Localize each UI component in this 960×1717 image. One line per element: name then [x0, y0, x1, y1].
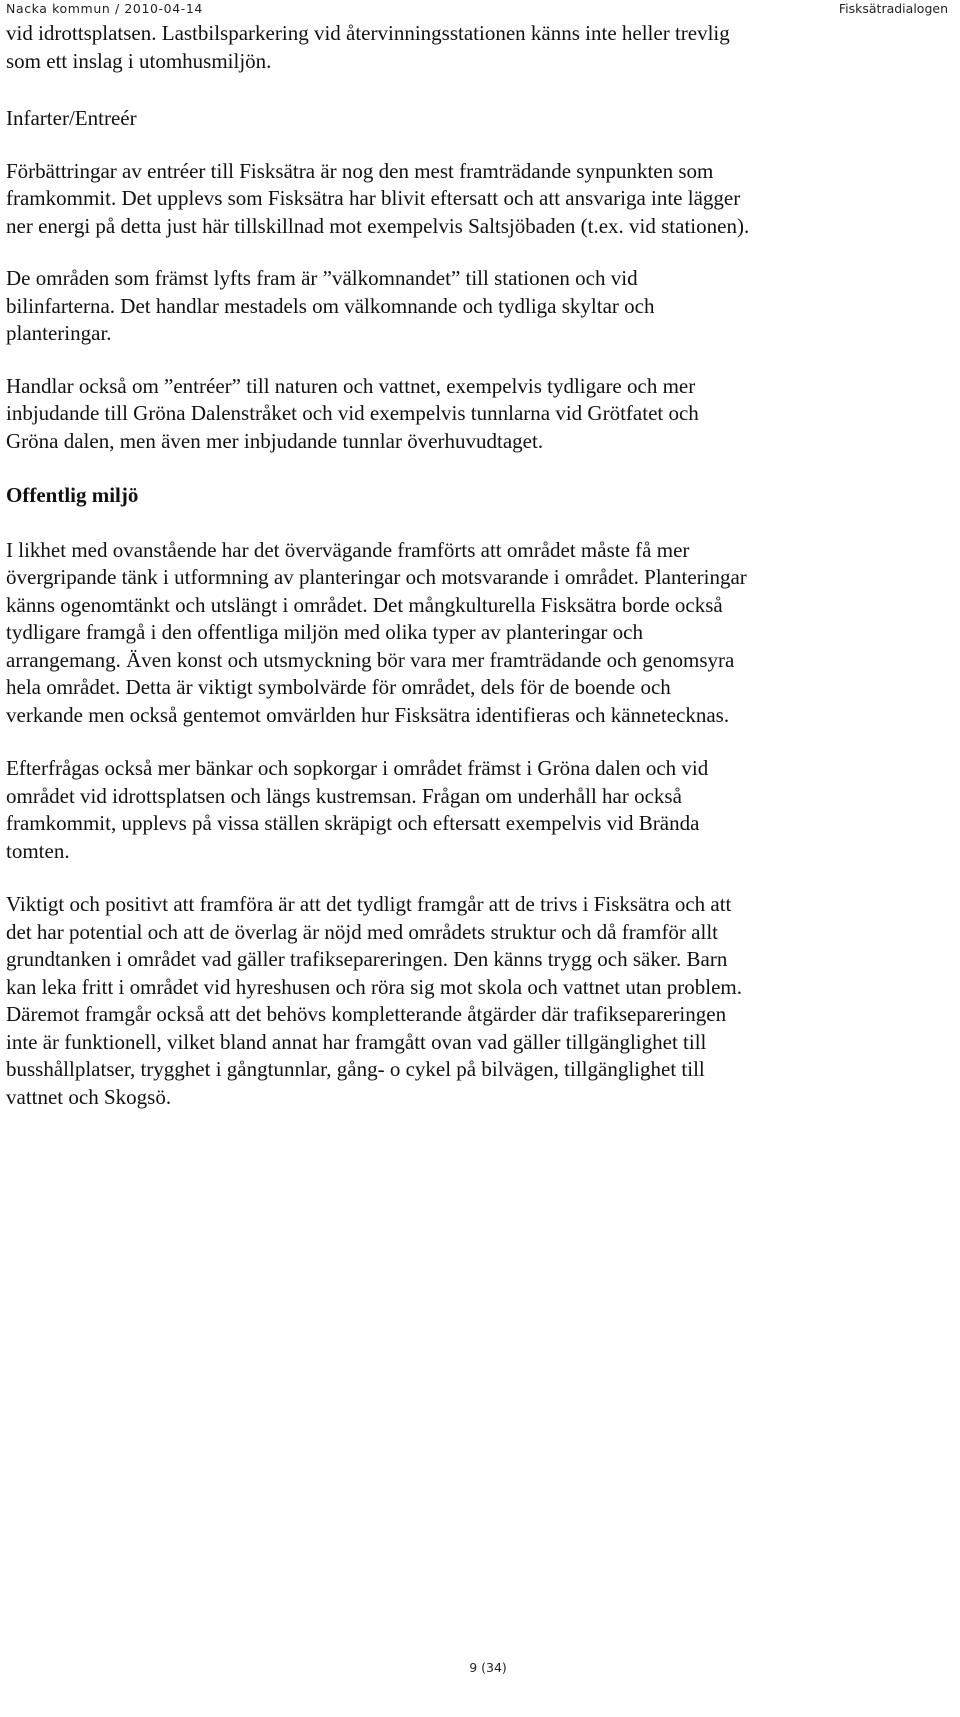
heading-offentlig-miljo: Offentlig miljö — [6, 483, 139, 507]
paragraph-positivt: Viktigt och positivt att framföra är att det tydligt framgår att de trivs i Fisksätra och att det har potential och att de överlag är nöjd med områdets struktur och då framför allt grundtanken i området vad gäller trafiksepareringen. Den känns trygg och säker. Barn kan leka fritt i området vid hyreshusen och röra sig mot skola och vattnet utan problem. Däremot framgår också att det behövs kompletterande åtgärder där trafiksepareringen inte är funktionell, vilket bland annat har framgått ovan vad gäller tillgänglighet till busshållplatser, trygghet i gångtunnlar, gång- o cykel på bilvägen, tillgänglighet till vattnet och Skogsö. — [6, 892, 742, 1109]
page-header — [6, 0, 948, 22]
document-body — [6, 20, 946, 1111]
paragraph-bankar: Efterfrågas också mer bänkar och sopkorgar i området främst i Gröna dalen och vid området vid idrottsplatsen och längs kustremsan. Frågan om underhåll har också framkommit, upplevs på vissa ställen skräpigt och eftersatt exempelvis vid Brända tomten. — [6, 756, 709, 863]
paragraph-continuation: vid idrottsplatsen. Lastbilsparkering vid återvinningsstationen känns inte heller trevlig som ett inslag i utomhusmiljön. — [6, 21, 730, 73]
header-source-date: Nacka kommun / 2010-04-14 — [6, 1, 203, 16]
paragraph-omraden: De områden som främst lyfts fram är ”välkomnandet” till stationen och vid bilinfarterna. Det handlar mestadels om välkomnande och tydliga skyltar och planteringar. — [6, 266, 655, 345]
paragraph-natur-entreer: Handlar också om ”entréer” till naturen och vattnet, exempelvis tydligare och mer inbjudande till Gröna Dalenstråket och vid exempelvis tunnlarna vid Grötfatet och Gröna dalen, men även mer inbjudande tunnlar överhuvudtaget. — [6, 373, 699, 453]
page-number: 9 (34) — [469, 1660, 507, 1675]
heading-infarter: Infarter/Entreér — [6, 106, 137, 130]
paragraph-planteringar: I likhet med ovanstående har det övervägande framförts att området måste få mer övergripande tänk i utformning av planteringar och motsvarande i området. Planteringar känns ogenomtänkt och utslängt i området. Det mångkulturella Fisksätra borde också tydligare framgå i den offentliga miljön med olika typer av planteringar och arrangemang. Även konst och utsmyckning bör vara mer framträdande och genomsyra hela området. Detta är viktigt symbolvärde för området, dels för de boende och verkande men också gentemot omvärlden hur Fisksätra identifieras och kännetecknas. — [6, 537, 747, 727]
paragraph-entreer: Förbättringar av entréer till Fisksätra är nog den mest framträdande synpunkten som framkommit. Det upplevs som Fisksätra har blivit eftersatt och att ansvariga inte lägger ner energi på detta just här tillskillnad mot exempelvis Saltsjöbaden (t.ex. vid stationen). — [6, 158, 750, 238]
page-footer — [0, 1660, 960, 1675]
header-document-title: Fisksätradialogen — [838, 1, 948, 16]
